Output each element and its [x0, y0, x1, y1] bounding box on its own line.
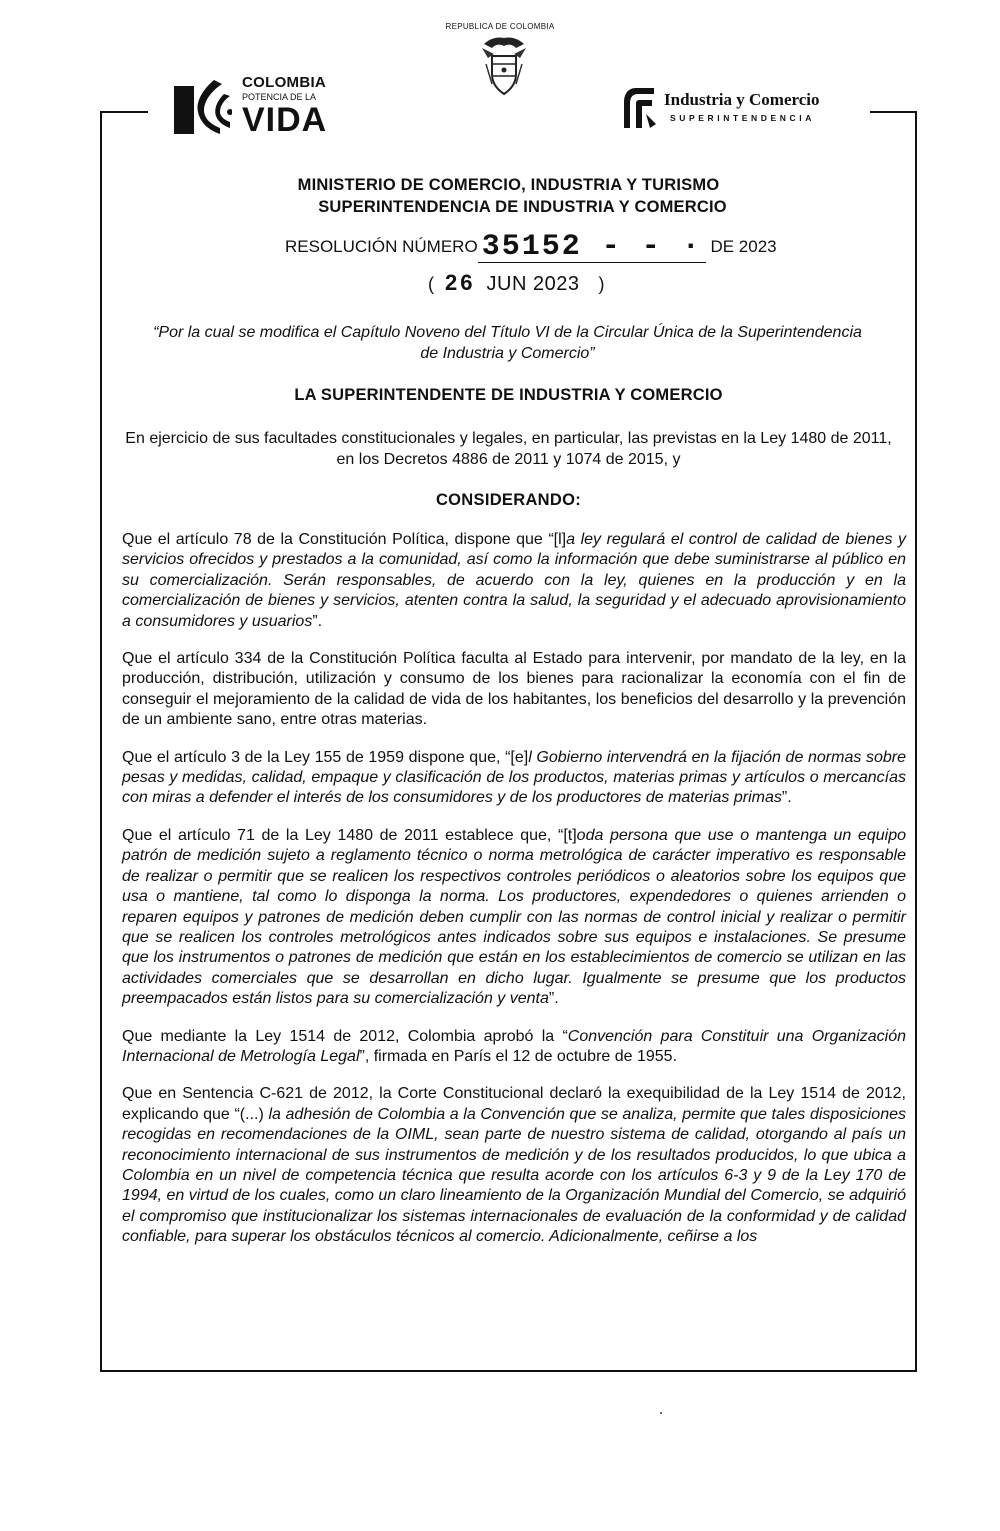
paragraph-4: Que el artículo 71 de la Ley 1480 de 2011 establece que, “[t]oda persona que use o mantenga un equipo patrón de medición sujeto a reglamento técnico o norma metrológica de carácter imperativo es responsable de realizar o permitir que se realicen los respectivos controles periódicos o aleatorios sobre los equipos que usa o mantiene, tal como lo disponga la norma. Los productores, expendedores o quienes arrienden o reparen equipos y patrones de medición deben cumplir con las normas de control inicial y realizar o permitir que se realicen los controles metrológicos antes indicados sobre sus equipos e instalaciones. Se presume que los instrumentos o patrones de medición que están en los establecimientos de comercio se utilizan en las actividades comerciales que se desarrollan en dicho lugar. Igualmente se presume que los productos preempacados están listos para su comercialización y venta”. [122, 826, 906, 1008]
coat-of-arms-icon [478, 34, 530, 98]
paragraph-1: Que el artículo 78 de la Constitución Política, dispone que “[l]a ley regulará el control de calidad de bienes y servicios ofrecidos y prestados a la comunidad, así como la información que debe suministrarse al público en su comercialización. Serán responsables, de acuerdo con la ley, quienes en la producción y en la comercialización de bienes y servicios, atenten contra la salud, la seguridad y el adecuado aprovisionamiento a consumidores y usuarios”. [122, 531, 907, 630]
superintendency-heading: SUPERINTENDENCIA DE INDUSTRIA Y COMERCIO [318, 198, 727, 216]
resolution-line [285, 228, 777, 263]
resolution-subject: “Por la cual se modifica el Capítulo Noveno del Título VI de la Circular Única de la Superintendencia de Industria y Comercio” [153, 324, 862, 362]
resolution-prefix: RESOLUCIÓN NÚMERO [285, 237, 478, 256]
ministry-heading: MINISTERIO DE COMERCIO, INDUSTRIA Y TURISMO [297, 176, 720, 194]
considering-heading: CONSIDERANDO: [435, 491, 582, 509]
resolution-date [428, 270, 604, 296]
authority-heading: LA SUPERINTENDENTE DE INDUSTRIA Y COMERCIO [294, 386, 723, 404]
resolution-number: 35152 [481, 230, 582, 264]
date-day: 26 [445, 270, 476, 295]
resolution-dashes: - - · [581, 230, 702, 264]
resolution-suffix: DE 2023 [710, 237, 777, 256]
colombia-logo-line1: COLOMBIA [242, 74, 327, 91]
sic-logo-line1: Industria y Comercio [664, 90, 820, 109]
considerations-body [122, 530, 906, 1265]
paragraph-2: Que el artículo 334 de la Constitución Política faculta al Estado para intervenir, por mandato de la ley, en la producción, distribución, utilización y consumo de los bienes para racionalizar la economía con el fin de conseguir el mejoramiento de la calidad de vida de los habitantes, los beneficios del desarrollo y la prevención de un ambiente sano, entre otras materias. [122, 650, 906, 729]
republic-heading: REPUBLICA DE COLOMBIA [445, 22, 555, 31]
colombia-logo-line3: VIDA [242, 101, 328, 139]
resolution-number-field [478, 228, 706, 263]
powers-paragraph: En ejercicio de sus facultades constitucionales y legales, en particular, las previstas en la Ley 1480 de 2011, en los Decretos 4886 de 2011 y 1074 de 2015, y [125, 430, 892, 468]
date-close-paren: ) [598, 274, 605, 294]
date-month-year: JUN 2023 [486, 273, 580, 295]
paragraph-3: Que el artículo 3 de la Ley 155 de 1959 dispone que, “[e]l Gobierno intervendrá en la fijación de normas sobre pesas y medidas, calidad, empaque y clasificación de los productos, materias primas y artículos o mercancías con miras a defender el interés de los consumidores y de los productores de materias primas”. [122, 748, 907, 807]
sic-logo-line2: SUPERINTENDENCIA [670, 113, 815, 123]
scan-speck [660, 1412, 662, 1414]
paragraph-6: Que en Sentencia C-621 de 2012, la Corte Constitucional declaró la exequibilidad de la Ley 1514 de 2012, explicando que “(...) la adhesión de Colombia a la Convención que se analiza, permite que tales disposiciones recogidas en recomendaciones de la OIML, sean parte de nuestro sistema de calidad, otorgando al país un reconocimiento internacional de sus instrumentos de medición y de los resultados producidos, lo que ubica a Colombia en un nivel de competencia técnica que resulta acorde con los artículos 6-3 y 9 de la Ley 170 de 1994, en virtud de los cuales, como un claro lineamiento de la Organización Mundial del Comercio, se adquirió el compromiso que institucionalizar los sistemas internacionales de evaluación de la conformidad y de calidad confiable, para superar los obstáculos técnicos al comercio. Adicionalmente, ceñirse a los [122, 1085, 907, 1246]
paragraph-5: Que mediante la Ley 1514 de 2012, Colombia aprobó la “Convención para Constituir una Organización Internacional de Metrología Legal”, firmada en París el 12 de octubre de 1955. [122, 1027, 906, 1065]
colombia-logo-line2: POTENCIA DE LA [242, 92, 317, 102]
date-open-paren: ( [428, 274, 434, 294]
